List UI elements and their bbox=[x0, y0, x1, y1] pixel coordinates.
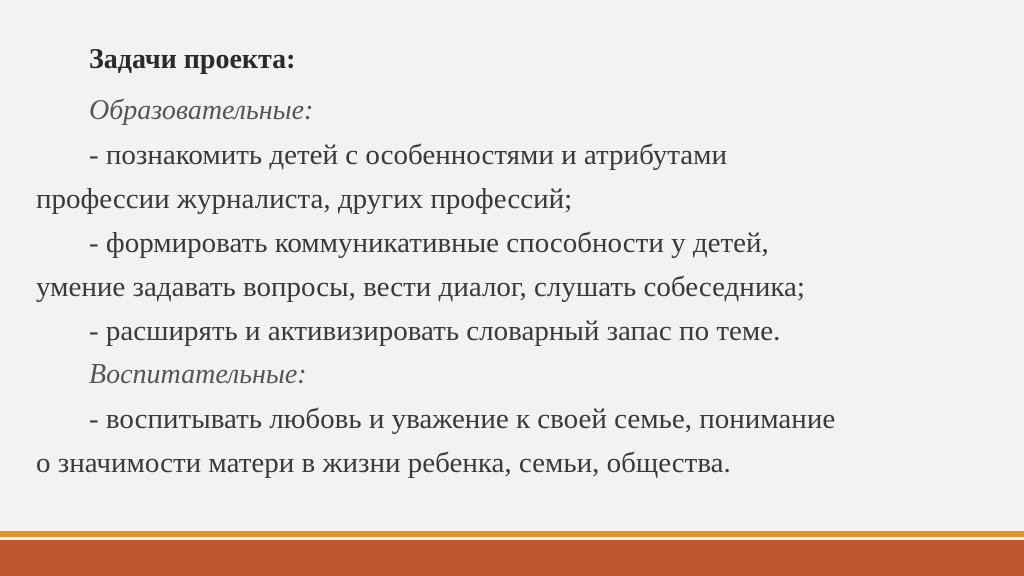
text-line: - формировать коммуникативные способности у детей, bbox=[89, 227, 769, 259]
text-line: - расширять и активизировать словарный запас по теме. bbox=[89, 315, 781, 347]
text-line: - воспитывать любовь и уважение к своей семье, понимание bbox=[89, 403, 836, 435]
text-line: умение задавать вопросы, вести диалог, слушать собеседника; bbox=[36, 271, 805, 303]
footer-accent-stripe bbox=[0, 531, 1024, 537]
slide-title: Задачи проекта: bbox=[89, 44, 296, 75]
text-line: профессии журналиста, других профессий; bbox=[36, 183, 573, 215]
section-heading-educational: Образовательные: bbox=[89, 95, 314, 126]
section-heading-upbringing: Воспитательные: bbox=[89, 359, 307, 390]
footer-bar bbox=[0, 540, 1024, 576]
text-line: о значимости матери в жизни ребенка, семьи, общества. bbox=[36, 447, 731, 479]
text-line: - познакомить детей с особенностями и атрибутами bbox=[89, 139, 727, 171]
